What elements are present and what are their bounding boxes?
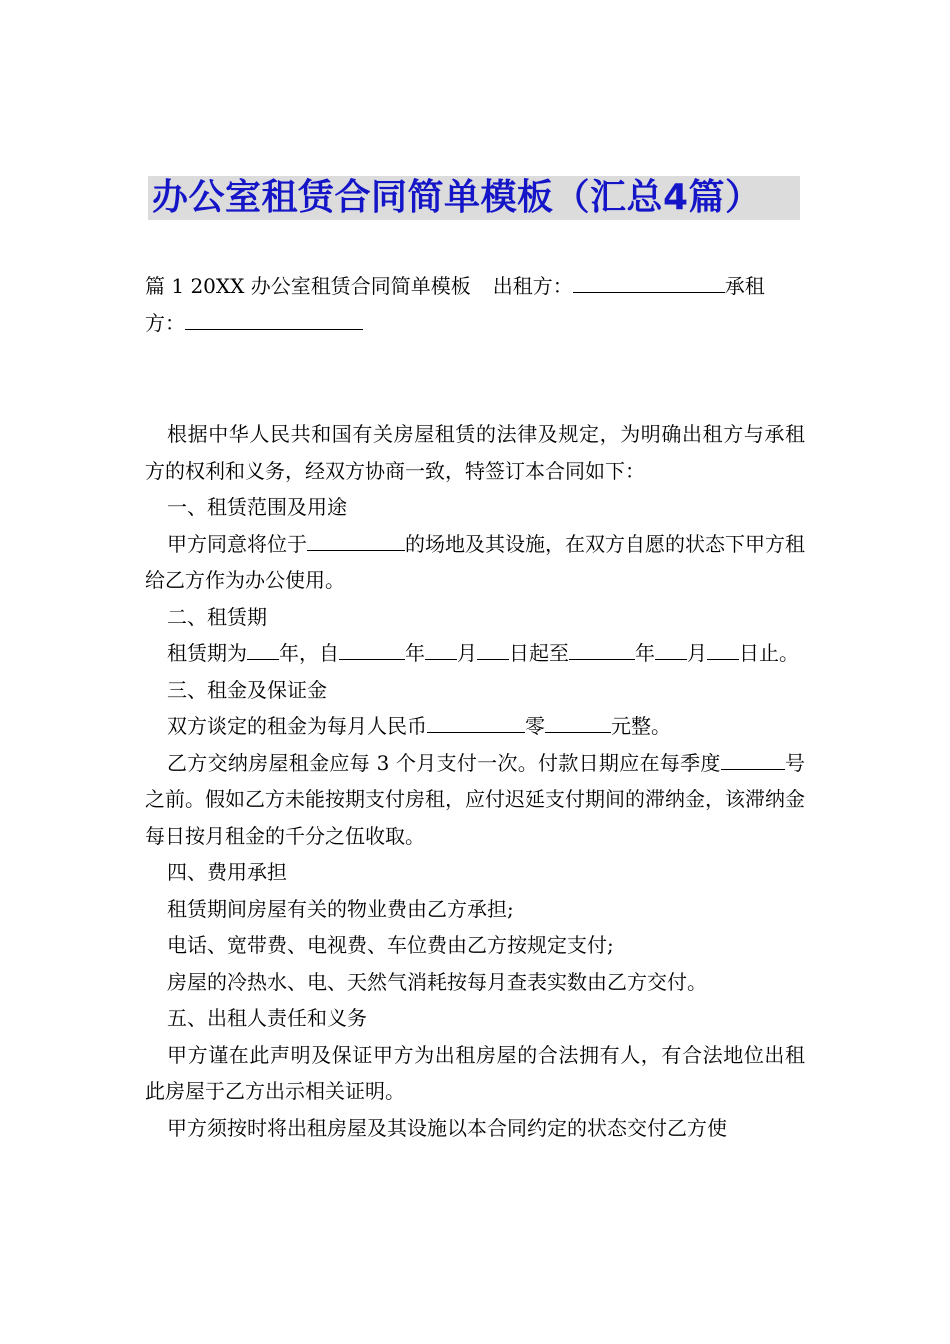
term-years-blank <box>247 639 279 660</box>
end-month-blank <box>655 639 687 660</box>
lessee-blank <box>185 309 363 330</box>
section-4-item-2: 电话、宽带费、电视费、车位费由乙方按规定支付; <box>167 933 614 957</box>
end-year-blank <box>569 639 635 660</box>
section-4-item-1: 租赁期间房屋有关的物业费由乙方承担; <box>167 896 514 921</box>
section-1-text: 甲方同意将位于 的场地及其设施，在双方自愿的状态下甲方租给乙方作为办公使用。 <box>145 531 805 592</box>
section-4-heading: 四、费用承担 <box>167 860 287 884</box>
document-title: 办公室租赁合同简单模板（汇总4篇） <box>152 177 762 218</box>
section-5-text-2: 甲方须按时将出租房屋及其设施以本合同约定的状态交付乙方使 <box>167 1115 727 1140</box>
section-3-payment: 乙方交纳房屋租金应每 3 个月支付一次。付款日期应在每季度 号之前。假如乙方未能按期支付房租，应付迟延支付期间的滞纳金，该滞纳金每日按月租金的千分之伍收取。 <box>145 750 805 848</box>
contract-body <box>145 416 805 1146</box>
section-3-heading: 三、租金及保证金 <box>167 677 327 702</box>
start-day-blank <box>477 639 509 660</box>
header-line-1 <box>145 268 805 305</box>
lessee-label-part2: 方： <box>145 311 185 335</box>
section-2-text: 租赁期为 年，自 年 月 日起至 年 月 日止。 <box>167 641 799 665</box>
start-year-blank <box>339 639 405 660</box>
section-1-heading: 一、租赁范围及用途 <box>167 495 347 519</box>
section-5-heading: 五、出租人责任和义务 <box>167 1006 367 1030</box>
rent-amount-blank <box>427 712 525 733</box>
rent-extra-blank <box>545 712 611 733</box>
header-prefix: 篇 1 20XX 办公室租赁合同简单模板 <box>145 274 471 298</box>
end-day-blank <box>707 639 739 660</box>
start-month-blank <box>425 639 457 660</box>
document-header <box>145 268 805 342</box>
header-line-2 <box>145 305 805 342</box>
lessor-blank <box>573 272 725 293</box>
title-highlight <box>148 176 800 220</box>
intro-paragraph: 根据中华人民共和国有关房屋租赁的法律及规定，为明确出租方与承租方的权利和义务，经双方协商一致，特签订本合同如下： <box>145 422 806 483</box>
lessee-label-part1: 承租 <box>724 274 765 298</box>
section-5-text-1: 甲方谨在此声明及保证甲方为出租房屋的合法拥有人，有合法地位出租此房屋于乙方出示相关证明。 <box>145 1042 806 1103</box>
lessor-label: 出租方： <box>492 274 573 298</box>
location-blank <box>307 530 405 551</box>
section-3-rent: 双方谈定的租金为每月人民币 零 元整。 <box>167 714 671 738</box>
section-4-item-3: 房屋的冷热水、电、天然气消耗按每月查表实数由乙方交付。 <box>167 969 707 994</box>
payment-day-blank-b <box>753 749 785 770</box>
payment-day-blank-a <box>721 749 753 770</box>
section-2-heading: 二、租赁期 <box>167 604 267 629</box>
